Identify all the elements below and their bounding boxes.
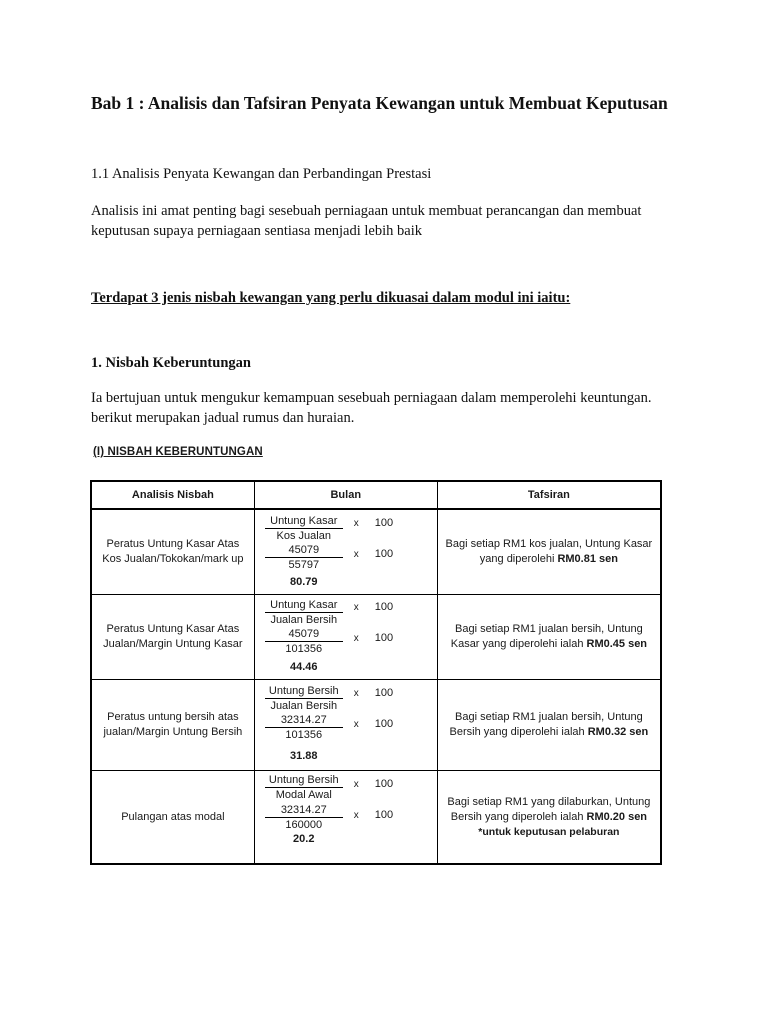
formula-denominator: Jualan Bersih — [270, 614, 338, 626]
value-denominator: 160000 — [285, 819, 323, 831]
table-row — [91, 771, 661, 865]
result-value: 31.88 — [290, 750, 318, 762]
multiply-sign: x — [353, 779, 359, 790]
table-row — [91, 680, 661, 771]
result-value: 20.2 — [293, 833, 315, 845]
tafsiran-text: Bagi setiap RM1 yang dilaburkan, Untung Bersih yang diperoleh ialah — [447, 795, 651, 823]
value-numerator: 32314.27 — [265, 713, 343, 728]
formula-numerator: Untung Kasar — [265, 514, 343, 529]
value-denominator: 101356 — [285, 729, 323, 741]
formula-cell — [254, 595, 437, 680]
formula-denominator: Kos Jualan — [276, 530, 331, 542]
formula-numerator: Untung Kasar — [265, 598, 343, 613]
profitability-paragraph: Ia bertujuan untuk mengukur kemampuan sesebuah perniagaan dalam memperolehi keuntungan. berikut merupakan jadual rumus dan huraian. — [91, 390, 652, 426]
value-denominator: 55797 — [288, 559, 320, 571]
value-numerator: 32314.27 — [265, 803, 343, 818]
tafsiran-cell — [437, 509, 661, 595]
formula-fraction — [265, 773, 343, 802]
tafsiran-note: *untuk keputusan pelaburan — [478, 825, 620, 838]
multiply-sign: x — [353, 719, 359, 730]
header-analisis: Analisis Nisbah — [91, 481, 254, 509]
formula-fraction — [265, 598, 343, 627]
hundred-value: 100 — [374, 778, 394, 790]
tafsiran-cell — [437, 595, 661, 680]
formula-numerator: Untung Bersih — [265, 773, 343, 788]
tafsiran-amount: RM0.20 sen — [586, 810, 648, 823]
ratio-figure — [90, 446, 662, 845]
figure-title: (I) NISBAH KEBERUNTUNGAN — [93, 446, 263, 458]
header-bulan: Bulan — [254, 481, 437, 509]
analisis-cell: Peratus untung bersih atas jualan/Margin Untung Bersih — [91, 680, 254, 771]
hundred-value: 100 — [374, 601, 394, 613]
tafsiran-text: Bagi setiap RM1 jualan bersih, Untung Kasar yang diperolehi ialah — [450, 623, 643, 650]
formula-cell — [254, 771, 437, 865]
hundred-value: 100 — [374, 517, 394, 529]
table-row — [91, 595, 661, 680]
result-value: 44.46 — [290, 661, 318, 673]
section-heading: 1.1 Analisis Penyata Kewangan dan Perbandingan Prestasi — [91, 166, 432, 182]
formula-denominator: Modal Awal — [275, 789, 332, 801]
ratio-types-heading: Terdapat 3 jenis nisbah kewangan yang perlu dikuasai dalam modul ini iaitu: — [91, 290, 571, 306]
formula-denominator: Jualan Bersih — [270, 700, 338, 712]
tafsiran-cell — [437, 771, 661, 865]
tafsiran-cell — [437, 680, 661, 771]
multiply-sign: x — [353, 810, 359, 821]
multiply-sign: x — [353, 549, 359, 560]
tafsiran-text: Bagi setiap RM1 kos jualan, Untung Kasar yang diperolehi — [445, 538, 653, 565]
page-title: Bab 1 : Analisis dan Tafsiran Penyata Kewangan untuk Membuat Keputusan — [91, 93, 668, 113]
value-numerator: 45079 — [265, 627, 343, 642]
value-fraction — [265, 803, 343, 832]
tafsiran-amount: RM0.45 sen — [586, 638, 648, 650]
ratio-table — [90, 480, 662, 865]
value-fraction — [265, 713, 343, 742]
formula-numerator: Untung Bersih — [265, 684, 343, 699]
formula-fraction — [265, 684, 343, 713]
multiply-sign: x — [353, 633, 359, 644]
value-denominator: 101356 — [285, 643, 323, 655]
intro-paragraph: Analisis ini amat penting bagi sesebuah perniagaan untuk membuat perancangan dan membuat keputusan supaya perniagaan sentiasa menjadi lebih baik — [91, 203, 642, 239]
multiply-sign: x — [353, 688, 359, 699]
profitability-heading: 1. Nisbah Keberuntungan — [91, 355, 251, 371]
tafsiran-amount: RM0.32 sen — [587, 726, 649, 738]
hundred-value: 100 — [374, 687, 394, 699]
header-tafsiran: Tafsiran — [437, 481, 661, 509]
value-numerator: 45079 — [265, 543, 343, 558]
formula-cell — [254, 509, 437, 595]
table-row — [91, 509, 661, 595]
value-fraction — [265, 627, 343, 656]
hundred-value: 100 — [374, 632, 394, 644]
value-fraction — [265, 543, 343, 572]
multiply-sign: x — [353, 518, 359, 529]
tafsiran-text: Bagi setiap RM1 jualan bersih, Untung Bersih yang diperolehi ialah — [449, 711, 643, 738]
analisis-cell: Peratus Untung Kasar Atas Jualan/Margin Untung Kasar — [91, 595, 254, 680]
multiply-sign: x — [353, 602, 359, 613]
formula-cell — [254, 680, 437, 771]
hundred-value: 100 — [374, 809, 394, 821]
hundred-value: 100 — [374, 718, 394, 730]
result-value: 80.79 — [290, 576, 318, 588]
analisis-cell: Pulangan atas modal — [91, 771, 254, 865]
analisis-cell: Peratus Untung Kasar Atas Kos Jualan/Tokokan/mark up — [91, 509, 254, 595]
table-header-row — [91, 481, 661, 509]
formula-fraction — [265, 514, 343, 543]
tafsiran-amount: RM0.81 sen — [557, 553, 618, 565]
hundred-value: 100 — [374, 548, 394, 560]
